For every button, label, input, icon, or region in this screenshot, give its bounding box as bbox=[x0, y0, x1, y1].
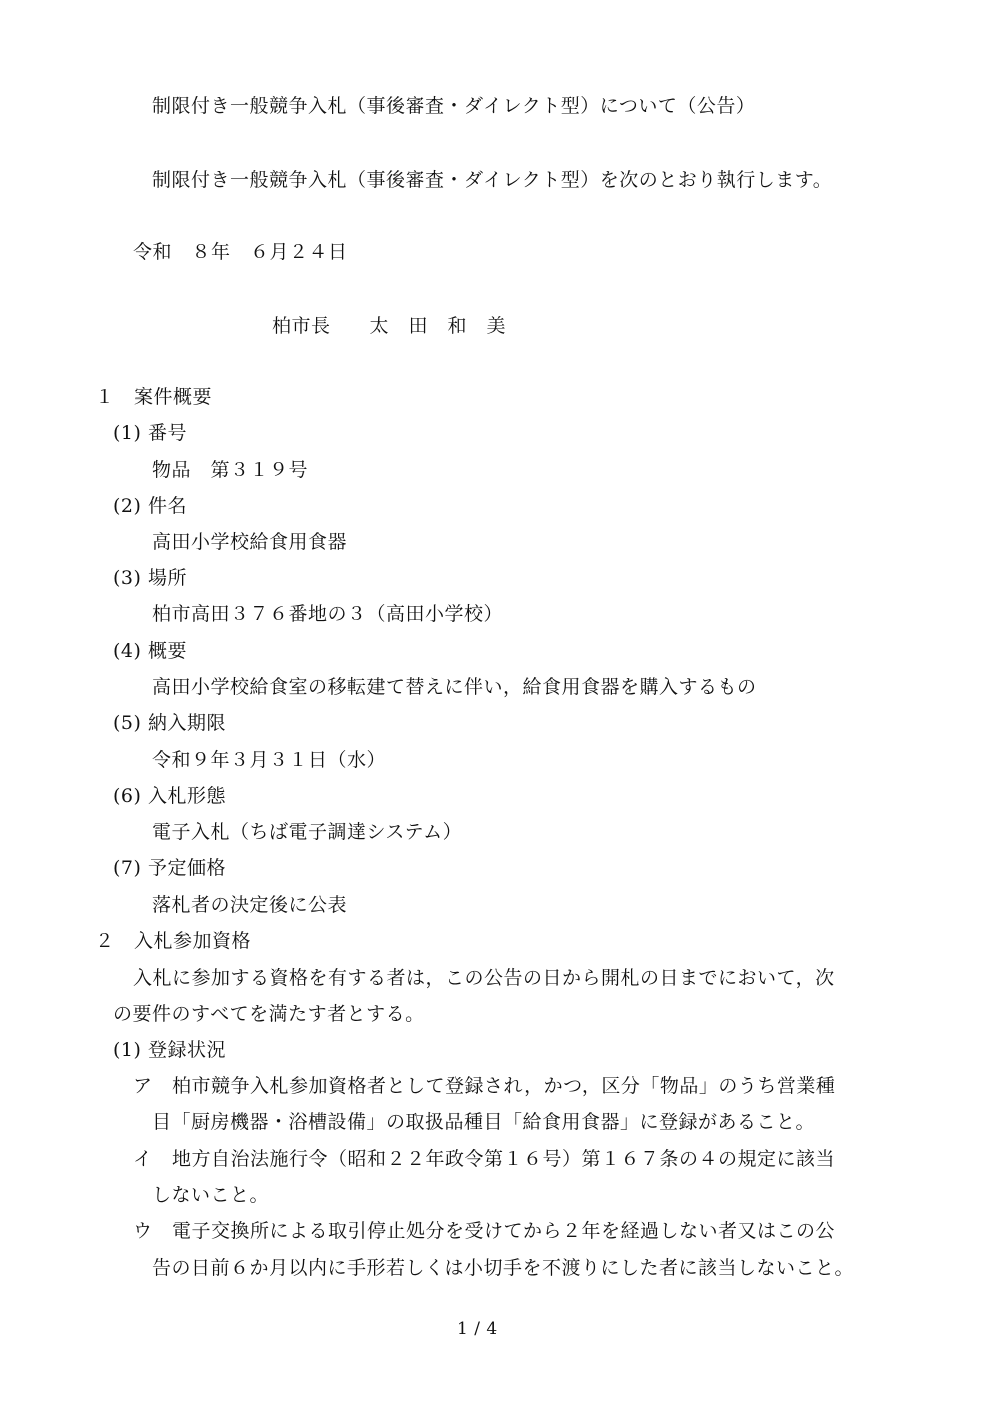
requirement-u-line-2: 告の日前６か月以内に手形若しくは小切手を不渡りにした者に該当しないこと。 bbox=[152, 1257, 855, 1279]
requirement-i-line-1: イ 地方自治法施行令（昭和２２年政令第１６号）第１６７条の４の規定に該当 bbox=[133, 1148, 836, 1170]
page-number: 1 / 4 bbox=[457, 1319, 498, 1339]
requirement-u-line-1: ウ 電子交換所による取引停止処分を受けてから２年を経過しない者又はこの公 bbox=[133, 1220, 836, 1242]
requirement-a-line-1: ア 柏市競争入札参加資格者として登録され，かつ，区分「物品」のうち営業種 bbox=[133, 1075, 836, 1097]
section-1-heading: １ 案件概要 bbox=[95, 386, 213, 408]
item-4-label: (4) 概要 bbox=[113, 640, 187, 662]
item-5-label: (5) 納入期限 bbox=[113, 712, 226, 734]
item-7-value: 落札者の決定後に公表 bbox=[152, 894, 348, 916]
item-4-value: 高田小学校給食室の移転建て替えに伴い，給食用食器を購入するもの bbox=[152, 676, 757, 698]
announcement-date: 令和 ８年 ６月２４日 bbox=[133, 241, 348, 263]
item-3-label: (3) 場所 bbox=[113, 567, 187, 589]
item-6-value: 電子入札（ちば電子調達システム） bbox=[152, 821, 463, 843]
subsection-1-heading: (1) 登録状況 bbox=[113, 1039, 226, 1061]
section-2-heading: ２ 入札参加資格 bbox=[95, 930, 252, 952]
requirement-a-line-2: 目「厨房機器・浴槽設備」の取扱品種目「給食用食器」に登録があること。 bbox=[152, 1111, 816, 1133]
item-1-value: 物品 第３１９号 bbox=[152, 459, 309, 481]
signatory: 柏市長 太 田 和 美 bbox=[272, 315, 507, 337]
document-title: 制限付き一般競争入札（事後審査・ダイレクト型）について（公告） bbox=[152, 95, 756, 117]
item-2-label: (2) 件名 bbox=[113, 495, 187, 517]
item-6-label: (6) 入札形態 bbox=[113, 785, 226, 807]
item-7-label: (7) 予定価格 bbox=[113, 857, 226, 879]
requirement-i-line-2: しないこと。 bbox=[152, 1184, 270, 1206]
section-2-intro-line-1: 入札に参加する資格を有する者は，この公告の日から開札の日までにおいて，次 bbox=[133, 967, 835, 989]
section-2-intro-line-2: の要件のすべてを満たす者とする。 bbox=[113, 1003, 425, 1025]
intro-sentence: 制限付き一般競争入札（事後審査・ダイレクト型）を次のとおり執行します。 bbox=[152, 169, 833, 191]
item-5-value: 令和９年３月３１日（水） bbox=[152, 749, 387, 771]
item-2-value: 高田小学校給食用食器 bbox=[152, 531, 348, 553]
item-3-value: 柏市高田３７６番地の３（高田小学校） bbox=[152, 603, 504, 625]
item-1-label: (1) 番号 bbox=[113, 422, 187, 444]
